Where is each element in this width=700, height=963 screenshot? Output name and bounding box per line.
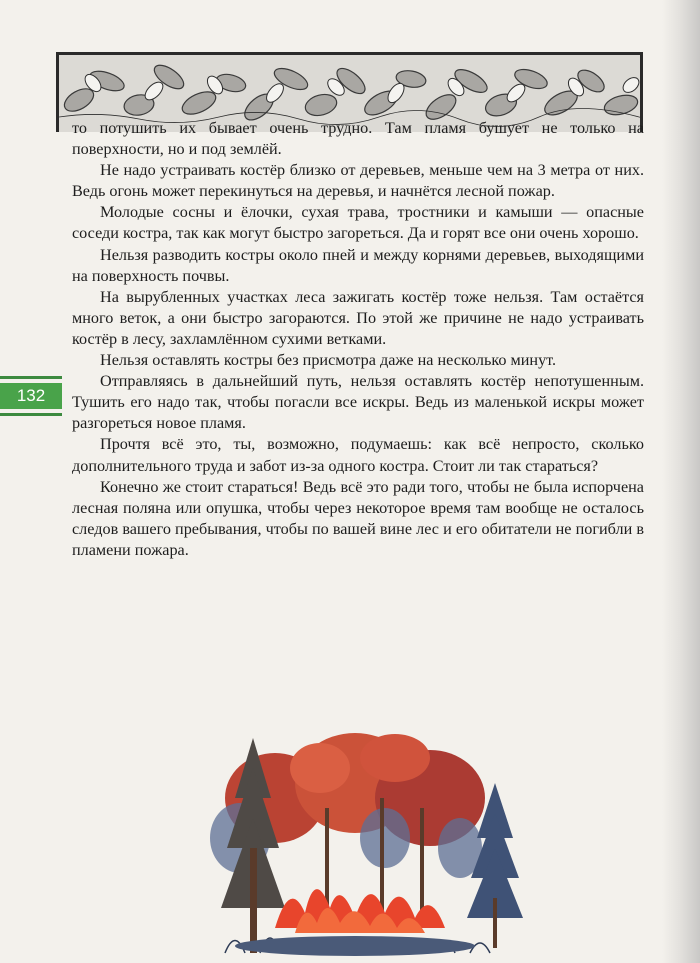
forest-fire-icon [205, 728, 530, 958]
paragraph: Отправляясь в дальнейший путь, нельзя оставлять костёр непотушенным. Тушить его надо так, чтобы погасли все искры. Ведь из маленькой искры может разгореться новое пламя. [72, 372, 644, 433]
paragraph: то потушить их бывает очень трудно. Там пламя бушует не только на поверхности, но и под землёй. [72, 119, 644, 159]
forest-fire-illustration [205, 728, 530, 958]
paragraph: Не надо устраивать костёр близко от деревьев, меньше чем на 3 метра от них. Ведь огонь может перекинуться на деревья, и начнётся лесной пожар. [72, 161, 644, 201]
paragraph: Конечно же стоит стараться! Ведь всё это ради того, чтобы не была испорчена лесная поляна или опушка, чтобы через некоторое время там вообще не осталось следов вашего пребывания, чтобы по вашей вине лес и его обитатели не погибли в пламени пожара. [72, 477, 644, 559]
paragraph: На вырубленных участках леса зажигать костёр тоже нельзя. Там остаётся много веток, а они быстро загораются. По этой же причине не надо устраивать костёр в лесу, захламлённом сухими ветками. [72, 287, 644, 348]
paragraph: Молодые сосны и ёлочки, сухая трава, тростники и камыши — опасные соседи костра, так как могут быстро загореться. Да и горят все они очень хорошо. [72, 203, 644, 243]
paragraph: Нельзя оставлять костры без присмотра даже на несколько минут. [100, 351, 557, 370]
page-number-tab [0, 376, 62, 416]
tab-bottom-bar [0, 413, 62, 416]
body-text [72, 118, 644, 561]
page-number: 132 [0, 383, 62, 409]
page-edge-shadow [662, 0, 700, 963]
paragraph: Нельзя разводить костры около пней и между корнями деревьев, выходящими на поверхность почвы. [72, 245, 644, 285]
paragraph: Прочтя всё это, ты, возможно, подумаешь: как всё непросто, сколько дополнительного труда и забот из-за одного костра. Стоит ли так стараться? [72, 435, 644, 475]
tab-top-bar [0, 376, 62, 379]
